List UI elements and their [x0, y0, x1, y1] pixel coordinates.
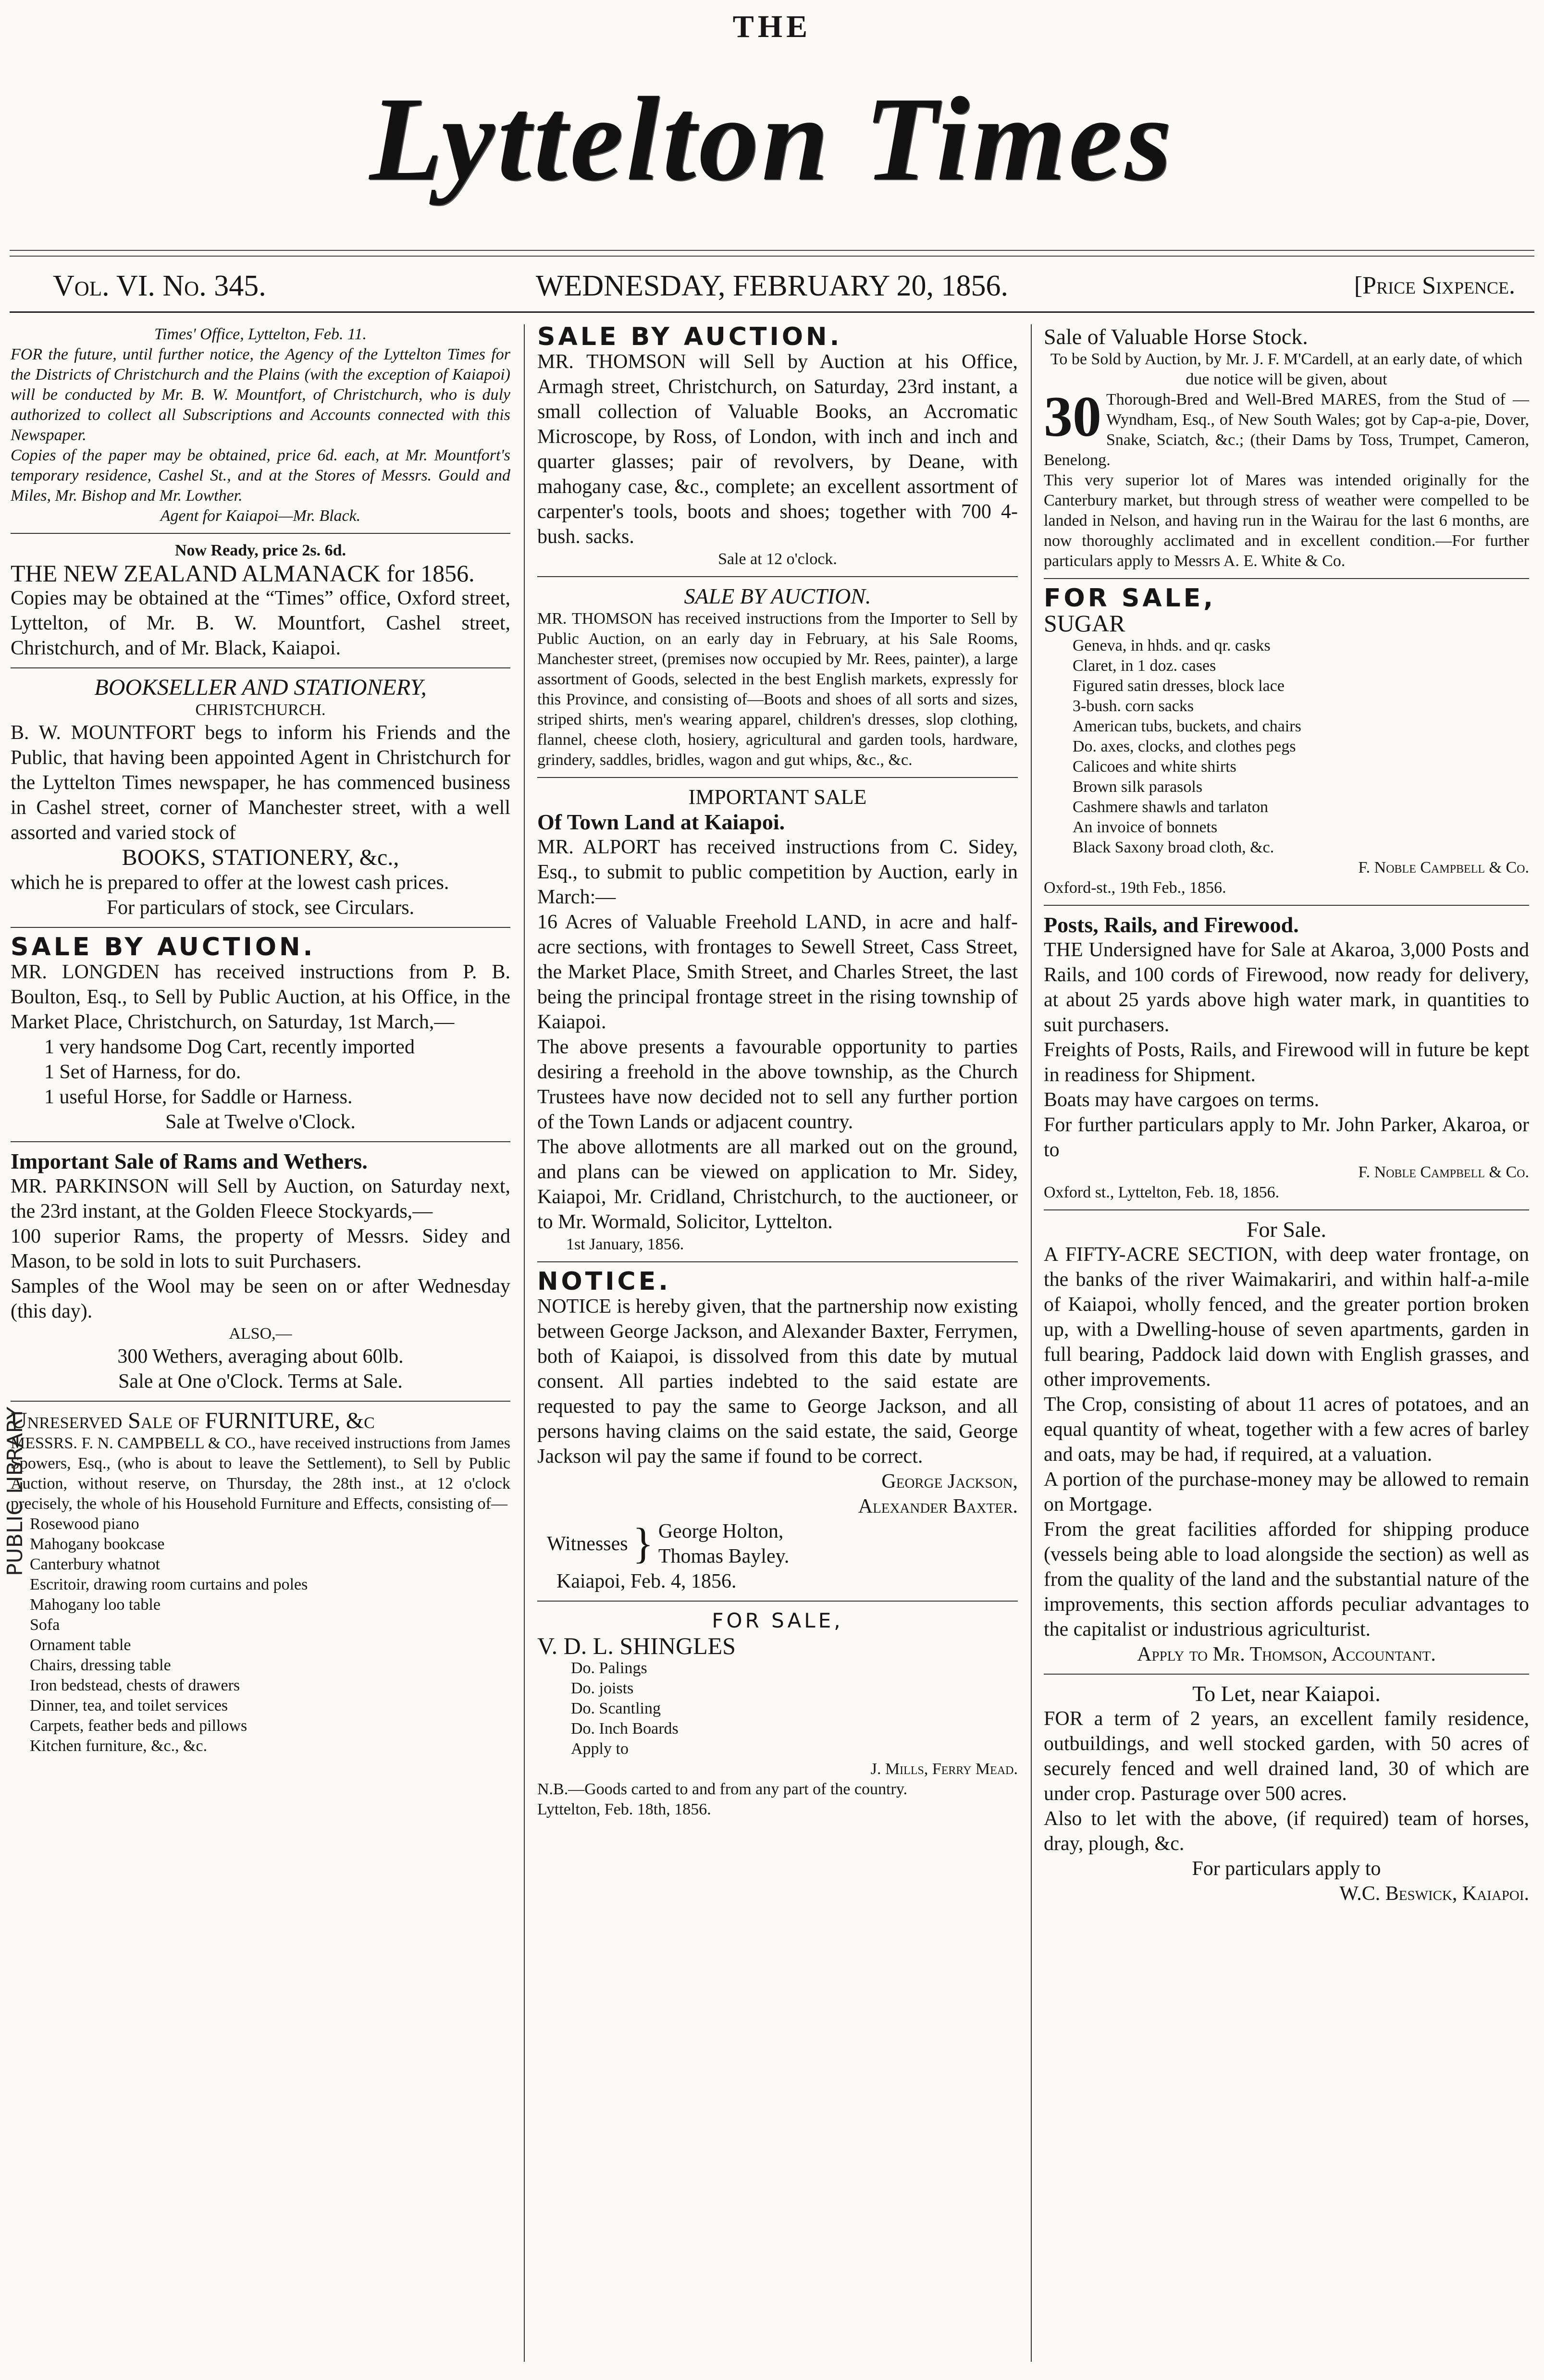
- library-stamp: PUBLIC LIBRARY: [3, 1406, 27, 1576]
- separator: [1044, 1674, 1529, 1675]
- posts-date: Oxford st., Lyttelton, Feb. 18, 1856.: [1044, 1184, 1280, 1201]
- fifty-acre-section: [1044, 1217, 1529, 1667]
- shingles-head: FOR SALE,: [712, 1609, 843, 1632]
- longden-auction: [11, 935, 510, 1135]
- notice-body: NOTICE is hereby given, that the partnership now existing between George Jackson, and Alexander Baxter, Ferrymen, both of Kaiapoi, is dissolved from this date by mutual consent. All parties indebted to the said estate are requested to pay the same to George Jackson, and all persons having claims on the said estate, the said, George Jackson wil pay the same if found to be correct.: [537, 1295, 1018, 1467]
- alport-sale: [537, 785, 1018, 1255]
- column-divider-2: [1031, 324, 1032, 2362]
- longden-footer: Sale at Twelve o'Clock.: [165, 1111, 356, 1133]
- list-item: Black Saxony broad cloth, &c.: [1073, 839, 1274, 856]
- let-body: FOR a term of 2 years, an excellent family residence, outbuildings, and well stocked garden, with 50 acres of securely fenced and well drained land, 30 of which are under crop. Pasturage over 500 acres.: [1044, 1708, 1529, 1805]
- list-item: Ornament table: [30, 1636, 131, 1654]
- longden-items: [44, 1035, 510, 1110]
- posts-head: Posts, Rails, and Firewood.: [1044, 913, 1299, 937]
- horses-p2: This very superior lot of Mares was intended originally for the Canterbury market, but through stress of weather were compelled to be landed in Nelson, and having run in the Wairau for the last 6 months, are now thoroughly acclimated and in excellent condition.—For further particulars apply to Messrs A. E. White & Co.: [1044, 471, 1529, 570]
- separator: [1044, 905, 1529, 906]
- shingles-date: Lyttelton, Feb. 18th, 1856.: [537, 1800, 711, 1818]
- thomson1-head: SALE BY AUCTION.: [537, 324, 842, 351]
- bookseller-stock: BOOKS, STATIONERY, &c.,: [122, 845, 399, 870]
- sugar-items: [1073, 636, 1529, 858]
- column-divider-1: [524, 324, 525, 2362]
- furniture-body: MESSRS. F. N. CAMPBELL & CO., have received instructions from James Spowers, Esq., (who is about to leave the Settlement), to Sell by Public Auction, without reserve, on Thursday, the 28th inst., at 12 o'clock precisely, the whole of his Household Furniture and Effects, consisting of—: [11, 1434, 510, 1513]
- let-sign: W.C. Beswick, Kaiapoi.: [1339, 1883, 1529, 1905]
- longden-head: SALE BY AUCTION.: [11, 933, 316, 962]
- thomson1-body: MR. THOMSON will Sell by Auction at his Office, Armagh street, Christchurch, on Saturday, 23rd instant, a small collection of Valuable Books, an Accromatic Microscope, by Ross, of London, with inch and inch and quarter glasses; pair of revolvers, by Deane, with mahogany case, &c., complete; an excellent assortment of carpenter's tools, boots and shoes; together with 700 4-bush. sacks.: [537, 351, 1018, 548]
- witness-1: George Holton,: [658, 1520, 784, 1542]
- horse-stock-sale: [1044, 324, 1529, 571]
- to-let-kaiapoi: [1044, 1681, 1529, 1906]
- furniture-items: [30, 1514, 510, 1756]
- shingles-ad: [537, 1608, 1018, 1820]
- separator: [11, 927, 510, 928]
- horses-head: Sale of Valuable Horse Stock.: [1044, 324, 1308, 349]
- agency-dateline: Times' Office, Lyttelton, Feb. 11.: [154, 325, 367, 343]
- longden-body: MR. LONGDEN has received instructions from P. B. Boulton, Esq., to Sell by Public Auction, at his Office, in the Market Place, Christchurch, on Saturday, 1st March,—: [11, 961, 510, 1033]
- almanack-title: THE NEW ZEALAND ALMANACK for 1856.: [11, 560, 475, 587]
- list-item: Figured satin dresses, block lace: [1073, 677, 1285, 695]
- list-item: Cashmere shawls and tarlaton: [1073, 798, 1268, 816]
- section-apply: Apply to Mr. Thomson, Accountant.: [1137, 1643, 1436, 1665]
- partnership-notice: [537, 1269, 1018, 1594]
- dateline: [10, 267, 1534, 305]
- issue-price: [Price Sixpence.: [1354, 272, 1515, 299]
- sugar-date: Oxford-st., 19th Feb., 1856.: [1044, 879, 1226, 897]
- thomson1-footer: Sale at 12 o'clock.: [718, 550, 837, 568]
- sugar-title: SUGAR: [1044, 610, 1125, 637]
- thomson-auction-2: [537, 584, 1018, 770]
- posts-p2: Freights of Posts, Rails, and Firewood will in future be kept in readiness for Shipment.: [1044, 1039, 1529, 1086]
- section-p3: A portion of the purchase-money may be allowed to remain on Mortgage.: [1044, 1468, 1529, 1516]
- column-1: [11, 324, 510, 2367]
- thomson-auction-1: [537, 324, 1018, 569]
- list-item: Do. axes, clocks, and clothes pegs: [1073, 738, 1296, 755]
- almanack-ready: Now Ready, price 2s. 6d.: [174, 542, 346, 559]
- rams-also: ALSO,—: [229, 1325, 292, 1343]
- list-item: Do. Scantling: [571, 1700, 661, 1717]
- bookseller-title: BOOKSELLER AND STATIONERY,: [94, 675, 427, 700]
- list-item: Mahogany loo table: [30, 1596, 161, 1614]
- list-item: Do. Inch Boards: [571, 1720, 679, 1738]
- list-item: Claret, in 1 doz. cases: [1073, 657, 1216, 675]
- list-item: Kitchen furniture, &c., &c.: [30, 1737, 208, 1755]
- alport-date: 1st January, 1856.: [566, 1235, 684, 1253]
- let-p3: For particulars apply to: [1192, 1858, 1381, 1880]
- separator: [537, 1601, 1018, 1602]
- notice-witnesses: [547, 1519, 1018, 1569]
- separator: [537, 1261, 1018, 1262]
- separator: [11, 667, 510, 668]
- almanack-body: Copies may be obtained at the “Times” office, Oxford street, Lyttelton, of Mr. B. W. Mountfort, Cashel street, Christchurch, and of Mr. Black, Kaiapoi.: [11, 587, 510, 659]
- separator: [11, 1141, 510, 1142]
- bookseller-footer: For particulars of stock, see Circulars.: [106, 897, 415, 919]
- notice-date: Kaiapoi, Feb. 4, 1856.: [556, 1570, 737, 1592]
- rams-footer: Sale at One o'Clock. Terms at Sale.: [118, 1370, 403, 1393]
- section-p4: From the great facilities afforded for shipping produce (vessels being able to load alongside the section) as well as from the quality of the land and the substantial nature of the improvements, this section affords peculiar advantages to the capitalist or industrious agriculturist.: [1044, 1518, 1529, 1640]
- section-p2: The Crop, consisting of about 11 acres of potatoes, and an equal quantity of wheat, together with a few acres of barley and oats, may be had, if required, at a valuation.: [1044, 1393, 1529, 1466]
- sugar-head: FOR SALE,: [1044, 584, 1216, 613]
- list-item: Sofa: [30, 1616, 60, 1634]
- list-item: Brown silk parasols: [1073, 778, 1203, 796]
- notice-head: NOTICE.: [537, 1267, 671, 1296]
- posts-sign: F. Noble Campbell & Co.: [1358, 1163, 1529, 1181]
- separator: [1044, 578, 1529, 579]
- shingles-nb: N.B.—Goods carted to and from any part of the country.: [537, 1780, 908, 1798]
- alport-head: IMPORTANT SALE: [688, 785, 867, 809]
- list-item: Escritoir, drawing room curtains and poles: [30, 1576, 308, 1593]
- list-item: Apply to: [571, 1740, 629, 1758]
- masthead-title: Lyttelton Times: [369, 73, 1175, 206]
- separator: [537, 576, 1018, 577]
- posts-rails-firewood: [1044, 913, 1529, 1203]
- shingles-name: J. Mills, Ferry Mead.: [870, 1760, 1018, 1778]
- separator: [11, 1401, 510, 1402]
- list-item: 3-bush. corn sacks: [1073, 697, 1194, 715]
- list-item: American tubs, buckets, and chairs: [1073, 717, 1301, 735]
- rams-body: MR. PARKINSON will Sell by Auction, on Saturday next, the 23rd instant, at the Golden Fleece Stockyards,—: [11, 1175, 510, 1222]
- notice-sign-2: Alexander Baxter.: [858, 1495, 1018, 1517]
- alport-body: MR. ALPORT has received instructions from C. Sidey, Esq., to submit to public competition by Auction, early in March:—: [537, 836, 1018, 908]
- shingles-title: V. D. L. SHINGLES: [537, 1632, 736, 1659]
- witnesses-label: Witnesses: [547, 1533, 628, 1555]
- masthead-rule-top: [10, 250, 1534, 251]
- furniture-head: Unreserved Sale of FURNITURE, &c: [11, 1408, 375, 1433]
- brace-icon: }: [632, 1520, 654, 1567]
- notice-sign-1: George Jackson,: [881, 1470, 1018, 1492]
- section-body: A FIFTY-ACRE SECTION, with deep water frontage, on the banks of the river Waimakariri, and within half-a-mile of Kaiapoi, wholly fenced, and the greater portion broken up, with a Dwelling-house of seven apartments, garden in full bearing, Paddock laid down with English grasses, and other improvements.: [1044, 1244, 1529, 1391]
- shingles-items: [571, 1658, 1018, 1759]
- list-item: Chairs, dressing table: [30, 1656, 171, 1674]
- witness-2: Thomas Bayley.: [658, 1545, 790, 1567]
- masthead-the: THE: [732, 9, 812, 44]
- masthead-rule-top-2: [10, 256, 1534, 257]
- horses-body: Thorough-Bred and Well-Bred MARES, from the Stud of — Wyndham, Esq., of New South Wales; got by Cap-a-pie, Dover, Snake, Sciatch, &c.; (their Dams by Toss, Trumpet, Cameron, Benelong.: [1044, 391, 1529, 469]
- alport-p3: The above allotments are all marked out on the ground, and plans can be viewed on application to Mr. Sidey, Kaiapoi, Mr. Cridland, Christchurch, to the auctioneer, or to Mr. Wormald, Solicitor, Lyttelton.: [537, 1136, 1018, 1233]
- list-item: Canterbury whatnot: [30, 1555, 160, 1573]
- rams-rams: 100 superior Rams, the property of Messrs. Sidey and Mason, to be sold in lots to suit Purchasers.: [11, 1225, 510, 1272]
- horses-body-wrap: [1044, 384, 1529, 470]
- alport-p2: The above presents a favourable opportunity to parties desiring a freehold in the above township, as the Church Trustees have now decided not to sell any further portion of the Town Lands or adjacent country.: [537, 1036, 1018, 1133]
- rams-auction: [11, 1149, 510, 1394]
- dateline-rule: [10, 311, 1534, 313]
- list-item: Calicoes and white shirts: [1073, 758, 1236, 776]
- rams-head: Important Sale of Rams and Wethers.: [11, 1149, 368, 1173]
- let-head: To Let, near Kaiapoi.: [1192, 1681, 1381, 1706]
- list-item: Do. joists: [571, 1679, 634, 1697]
- sugar-sale: [1044, 586, 1529, 898]
- alport-subhead: Of Town Land at Kaiapoi.: [537, 810, 785, 834]
- agency-body-2: Copies of the paper may be obtained, price 6d. each, at Mr. Mountfort's temporary residence, Cashel St., and at the Stores of Messrs. Gould and Miles, Mr. Bishop and Mr. Lowther.: [11, 446, 510, 505]
- separator: [1044, 1209, 1529, 1210]
- bookseller-ad: [11, 675, 510, 920]
- furniture-auction: [11, 1408, 510, 1756]
- volume-number: Vol. VI. No. 345.: [53, 270, 266, 302]
- bookseller-place: CHRISTCHURCH.: [195, 701, 326, 719]
- list-item: Mahogany bookcase: [30, 1535, 165, 1553]
- rams-samples: Samples of the Wool may be seen on or after Wednesday (this day).: [11, 1275, 510, 1322]
- separator: [537, 777, 1018, 778]
- list-item: Carpets, feather beds and pillows: [30, 1717, 247, 1735]
- section-head: For Sale.: [1246, 1217, 1327, 1242]
- list-item: Iron bedstead, chests of drawers: [30, 1677, 240, 1694]
- list-item: An invoice of bonnets: [1073, 818, 1218, 836]
- bookseller-body-2: which he is prepared to offer at the lowest cash prices.: [11, 872, 449, 894]
- list-item: 1 very handsome Dog Cart, recently imported: [44, 1036, 415, 1058]
- list-item: Do. Palings: [571, 1659, 647, 1677]
- almanack-ad: [11, 541, 510, 661]
- list-item: Dinner, tea, and toilet services: [30, 1697, 228, 1714]
- alport-acres: 16 Acres of Valuable Freehold LAND, in acre and half-acre sections, with frontages to Sewell Street, Cass Street, the Market Place, Smith Street, and Charles Street, the last being the principal frontage street in the rising township of Kaiapoi.: [537, 911, 1018, 1033]
- thomson2-body: MR. THOMSON has received instructions from the Importer to Sell by Public Auction, on an early day in February, at his Sale Rooms, Manchester street, (premises now occupied by Mr. Rees, painter), a large assortment of Goods, selected in the best English markets, expressly for this Province, and consisting of—Boots and shoes of all sorts and sizes, striped shirts, men's wearing apparel, children's dresses, slop clothing, flannel, cheese cloth, hosiery, agricultural and garden tools, hardware, grindery, saddles, bridles, wagon and gut whips, &c., &c.: [537, 610, 1018, 769]
- horses-num: 30: [1044, 384, 1101, 448]
- rams-wethers: 300 Wethers, averaging about 60lb.: [117, 1345, 404, 1368]
- agency-kaiapoi: Agent for Kaiapoi—Mr. Black.: [160, 507, 361, 525]
- let-p2: Also to let with the above, (if required) team of horses, dray, plough, &c.: [1044, 1808, 1529, 1855]
- horses-intro: To be Sold by Auction, by Mr. J. F. M'Cardell, at an early date, of which due notice will be given, about: [1050, 350, 1523, 388]
- sugar-sign: F. Noble Campbell & Co.: [1358, 859, 1529, 876]
- bookseller-body: B. W. MOUNTFORT begs to inform his Friends and the Public, that having been appointed Agent in Christchurch for the Lyttelton Times newspaper, he has commenced business in Cashel street, corner of Manchester street, with a well assorted and varied stock of: [11, 722, 510, 844]
- posts-body: THE Undersigned have for Sale at Akaroa, 3,000 Posts and Rails, and 100 cords of Firewood, now ready for delivery, at about 25 yards above high water mark, in quantities to suit purchasers.: [1044, 939, 1529, 1036]
- agency-notice: [11, 324, 510, 526]
- column-2: [537, 324, 1018, 2367]
- list-item: Geneva, in hhds. and qr. casks: [1073, 637, 1271, 654]
- issue-date: WEDNESDAY, FEBRUARY 20, 1856.: [536, 270, 1008, 302]
- column-3: [1044, 324, 1529, 2367]
- witnesses-names: [658, 1519, 790, 1569]
- list-item: 1 Set of Harness, for do.: [44, 1061, 241, 1083]
- posts-p3: Boats may have cargoes on terms.: [1044, 1089, 1320, 1111]
- agency-body: FOR the future, until further notice, the Agency of the Lyttelton Times for the Districts of Christchurch and the Plains (with the exception of Kaiapoi) will be conducted by Mr. B. W. Mountfort, of Christchurch, who is duly authorized to collect all Subscriptions and Accounts connected with this Newspaper.: [11, 345, 510, 444]
- posts-p4: For further particulars apply to Mr. John Parker, Akaroa, or to: [1044, 1114, 1529, 1161]
- list-item: Rosewood piano: [30, 1515, 139, 1533]
- separator: [11, 533, 510, 534]
- thomson2-head: SALE BY AUCTION.: [684, 584, 871, 608]
- list-item: 1 useful Horse, for Saddle or Harness.: [44, 1086, 353, 1108]
